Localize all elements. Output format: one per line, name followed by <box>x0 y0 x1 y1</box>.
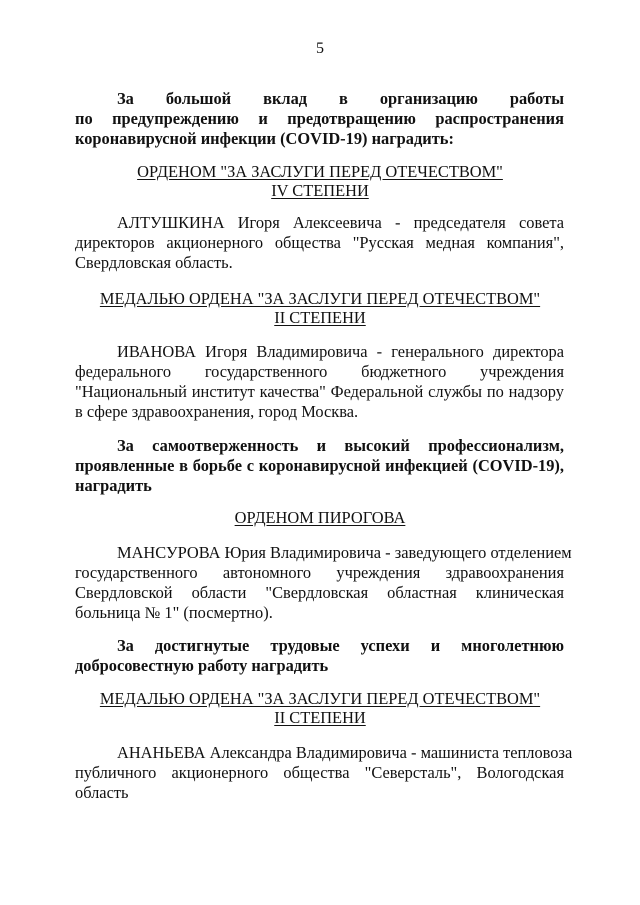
intro-line: коронавирусной инфекции (COVID-19) наградить: <box>75 129 454 148</box>
intro-line: За достигнутые трудовые успехи и многолетнюю <box>117 636 564 655</box>
intro-line: наградить <box>75 476 152 495</box>
recipient-line: АНАНЬЕВА Александра Владимировича - машиниста тепловоза <box>117 743 573 762</box>
recipient-line: федерального государственного бюджетного учреждения <box>75 362 564 381</box>
intro-line: За большой вклад в организацию работы <box>117 89 564 108</box>
intro-line: проявленные в борьбе с коронавирусной инфекцией (COVID-19), <box>75 456 564 475</box>
award-degree: IV СТЕПЕНИ <box>271 181 369 200</box>
recipient-line: больница № 1" (посмертно). <box>75 603 273 622</box>
recipient-line: директоров акционерного общества "Русская медная компания", <box>75 233 564 252</box>
intro-line: За самоотверженность и высокий профессионализм, <box>117 436 564 455</box>
award-degree: II СТЕПЕНИ <box>274 708 366 727</box>
recipient-line: "Национальный институт качества" Федеральной службы по надзору <box>75 382 564 401</box>
award-title: МЕДАЛЬЮ ОРДЕНА "ЗА ЗАСЛУГИ ПЕРЕД ОТЕЧЕСТВОМ" <box>99 289 541 308</box>
award-degree: II СТЕПЕНИ <box>274 308 366 327</box>
recipient-line: Свердловской области "Свердловская областная клиническая <box>75 583 564 602</box>
recipient-line: АЛТУШКИНА Игоря Алексеевича - председателя совета <box>117 213 564 232</box>
recipient-line: Свердловская область. <box>75 253 233 272</box>
intro-line: по предупреждению и предотвращению распространения <box>75 109 564 128</box>
page-number: 5 <box>316 40 324 57</box>
recipient-line: область <box>75 783 129 802</box>
recipient-line: государственного автономного учреждения здравоохранения <box>75 563 564 582</box>
recipient-line: в сфере здравоохранения, город Москва. <box>75 402 359 421</box>
award-title: ОРДЕНОМ "ЗА ЗАСЛУГИ ПЕРЕД ОТЕЧЕСТВОМ" <box>137 162 503 181</box>
award-title: МЕДАЛЬЮ ОРДЕНА "ЗА ЗАСЛУГИ ПЕРЕД ОТЕЧЕСТВОМ" <box>99 689 541 708</box>
recipient-line: ИВАНОВА Игоря Владимировича - генерального директора <box>117 342 564 361</box>
intro-line: добросовестную работу наградить <box>75 656 329 675</box>
recipient-line: публичного акционерного общества "Северсталь", Вологодская <box>75 763 564 782</box>
recipient-line: МАНСУРОВА Юрия Владимировича - заведующего отделением <box>117 543 572 562</box>
award-title: ОРДЕНОМ ПИРОГОВА <box>234 508 406 527</box>
